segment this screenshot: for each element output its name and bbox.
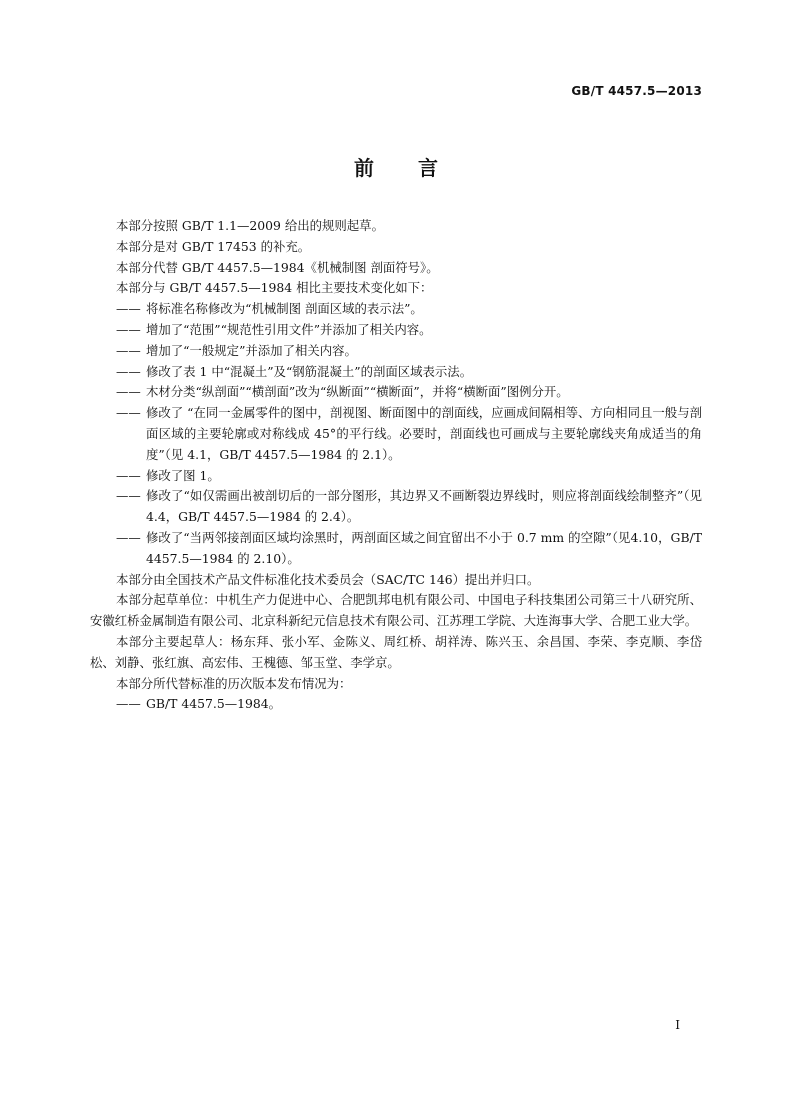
paragraph-replaces: 本部分代替 GB/T 4457.5—1984《机械制图 剖面符号》。 bbox=[116, 259, 439, 275]
list-item bbox=[90, 320, 702, 341]
dash-marker: —— bbox=[116, 467, 141, 483]
page-title: 前言 bbox=[354, 156, 482, 180]
list-item bbox=[90, 694, 702, 715]
dash-marker: —— bbox=[116, 363, 141, 379]
standard-code: GB/T 4457.5—2013 bbox=[571, 84, 702, 98]
dash-marker: —— bbox=[116, 529, 141, 545]
list-item-text: 修改了表 1 中“混凝土”及“钢筋混凝土”的剖面区域表示法。 bbox=[146, 363, 473, 379]
page-number: I bbox=[675, 1018, 680, 1032]
dash-marker: —— bbox=[116, 384, 141, 400]
list-item-text: 增加了“一般规定”并添加了相关内容。 bbox=[146, 342, 357, 358]
list-item bbox=[90, 528, 702, 570]
list-item-text: 修改了“如仅需画出被剖切后的一部分图形，其边界又不画断裂边界线时，则应将剖面线绘制整齐”（见 4.4，GB/T 4457.5—1984 的 2.4）。 bbox=[146, 488, 702, 525]
list-item bbox=[90, 466, 702, 487]
paragraph-drafting-units: 本部分起草单位：中机生产力促进中心、合肥凯邦电机有限公司、中国电子科技集团公司第三十八研究所、安徽红桥金属制造有限公司、北京科新纪元信息技术有限公司、江苏理工学院、大连海事大学、合肥工业大学。 bbox=[90, 592, 702, 629]
list-item bbox=[90, 341, 702, 362]
dash-marker: —— bbox=[116, 405, 141, 421]
paragraph-changes-intro: 本部分与 GB/T 4457.5—1984 相比主要技术变化如下： bbox=[116, 280, 433, 296]
list-item bbox=[90, 486, 702, 528]
list-item-text: GB/T 4457.5—1984。 bbox=[146, 696, 282, 712]
paragraph-committee: 本部分由全国技术产品文件标准化技术委员会（SAC/TC 146）提出并归口。 bbox=[116, 571, 540, 587]
list-item bbox=[90, 382, 702, 403]
document-body bbox=[90, 216, 702, 715]
dash-marker: —— bbox=[116, 342, 141, 358]
dash-marker: —— bbox=[116, 696, 141, 712]
dash-marker: —— bbox=[116, 488, 141, 504]
paragraph-drafting-rules: 本部分按照 GB/T 1.1—2009 给出的规则起草。 bbox=[116, 218, 384, 233]
list-item bbox=[90, 403, 702, 465]
list-item-text: 修改了“当两邻接剖面区域均涂黑时，两剖面区域之间宜留出不小于 0.7 mm 的空隙”（见4.10，GB/T 4457.5—1984 的 2.10）。 bbox=[146, 529, 702, 566]
dash-marker: —— bbox=[116, 321, 141, 337]
paragraph-drafters: 本部分主要起草人：杨东拜、张小军、金陈义、周红桥、胡祥涛、陈兴玉、余昌国、李荣、李克顺、李岱松、刘静、张红旗、高宏伟、王槐德、邹玉堂、李学京。 bbox=[90, 633, 702, 670]
dash-marker: —— bbox=[116, 301, 141, 317]
list-item-text: 修改了图 1。 bbox=[146, 467, 220, 483]
list-item-text: 木材分类“纵剖面”“横剖面”改为“纵断面”“横断面”，并将“横断面”图例分开。 bbox=[146, 384, 569, 400]
paragraph-history-intro: 本部分所代替标准的历次版本发布情况为： bbox=[116, 675, 352, 691]
list-item bbox=[90, 362, 702, 383]
paragraph-supplement: 本部分是对 GB/T 17453 的补充。 bbox=[116, 238, 311, 254]
list-item bbox=[90, 299, 702, 320]
list-item-text: 将标准名称修改为“机械制图 剖面区域的表示法”。 bbox=[146, 301, 423, 317]
list-item-text: 修改了 “在同一金属零件的图中，剖视图、断面图中的剖面线，应画成间隔相等、方向相同且一般与剖面区域的主要轮廓或对称线成 45°的平行线。必要时，剖面线也可画成与主要轮廓线夹角成适当的角度”（见 4.1，GB/T 4457.5—1984 的 2.1）。 bbox=[146, 405, 702, 462]
list-item-text: 增加了“范围”“规范性引用文件”并添加了相关内容。 bbox=[146, 321, 432, 337]
